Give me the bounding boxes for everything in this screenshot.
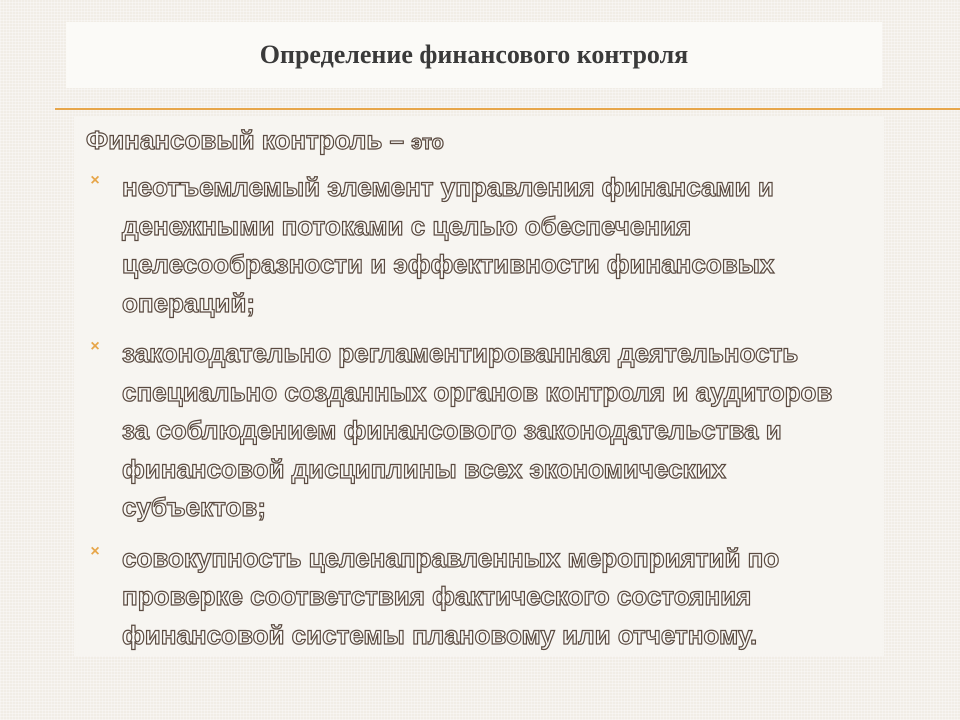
bullet-item-1 xyxy=(86,168,876,322)
bullet-text-2: законодательно регламентированная деятельность специально созданных органов контроля и аудиторов за соблюдением финансового законодательства и финансовой дисциплины всех экономических субъектов; xyxy=(122,338,833,522)
intro-small-text: это xyxy=(411,132,444,154)
title-box xyxy=(66,22,882,88)
bullet-text-3: совокупность целенаправленных мероприятий по проверке соответствия фактического состояния финансовой системы плановому или отчетному. xyxy=(122,542,780,650)
x-bullet-icon: × xyxy=(90,172,100,189)
x-bullet-icon: × xyxy=(90,338,100,355)
title-divider xyxy=(55,108,960,110)
x-bullet-icon: × xyxy=(90,542,100,560)
slide-title: Определение финансового контроля xyxy=(259,40,689,69)
bullet-text-1: неотъемлемый элемент управления финансами и денежными потоками с целью обеспечения целесообразности и эффективности финансовых операций; xyxy=(122,172,775,318)
intro-line xyxy=(86,124,444,159)
bullet-list xyxy=(86,168,876,666)
bullet-item-3 xyxy=(86,539,876,655)
intro-main-text: Финансовый контроль – xyxy=(86,125,412,155)
bullet-item-2 xyxy=(86,334,876,527)
